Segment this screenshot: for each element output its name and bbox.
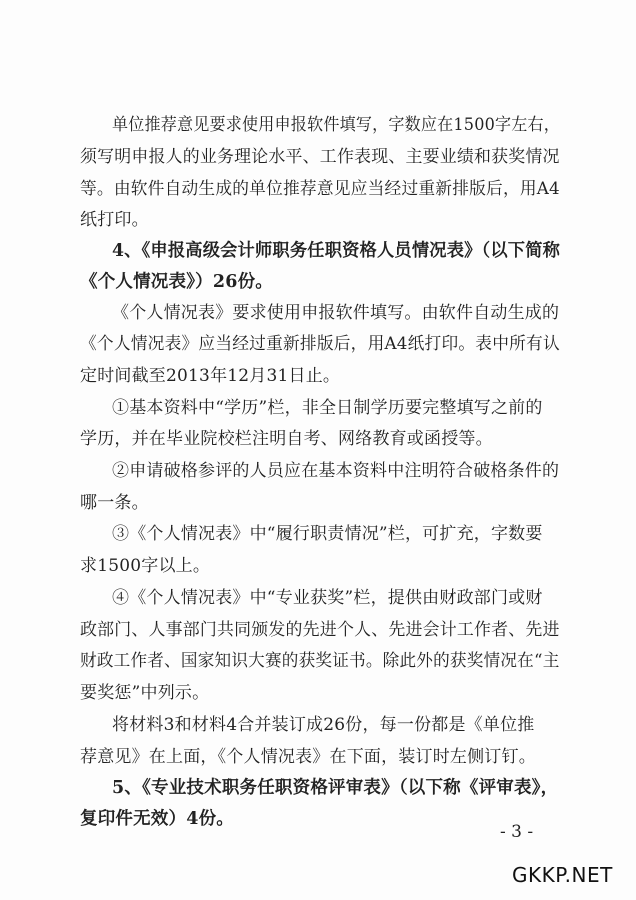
text-line: 单位推荐意见要求使用申报软件填写，字数应在1500字左右，: [112, 115, 561, 135]
text-line: 政部门、人事部门共同颁发的先进个人、先进会计工作者、先进: [80, 620, 560, 640]
text-line: 财政工作者、国家知识大赛的获奖证书。除此外的获奖情况在“主: [80, 651, 560, 671]
text-line: ③《个人情况表》中“履行职责情况”栏，可扩充，字数要: [112, 524, 543, 544]
section-heading-line: 复印件无效）4份。: [80, 809, 234, 829]
section-heading-line: 5、《专业技术职务任职资格评审表》（以下称《评审表》，: [112, 778, 559, 798]
text-line: 要奖惩”中列示。: [80, 683, 210, 703]
text-line: 《个人情况表》要求使用申报软件填写。由软件自动生成的: [112, 303, 560, 323]
text-line: 等。由软件自动生成的单位推荐意见应当经过重新排版后，用A4: [80, 179, 560, 199]
page-number: - 3 -: [500, 822, 534, 842]
text-line: ②申请破格参评的人员应在基本资料中注明符合破格条件的: [112, 461, 560, 481]
text-line: 须写明申报人的业务理论水平、工作表现、主要业绩和获奖情况: [80, 147, 560, 167]
text-line: 定时间截至2013年12月31日止。: [80, 366, 341, 386]
text-line: 荐意见》在上面，《个人情况表》在下面，装订时左侧订钉。: [80, 747, 536, 767]
watermark-text: GKKP.NET: [512, 863, 613, 887]
text-line: 求1500字以上。: [80, 556, 211, 576]
text-line: 哪一条。: [80, 493, 149, 513]
text-line: ①基本资料中“学历”栏，非全日制学历要完整填写之前的: [112, 398, 543, 418]
text-line: 《个人情况表》应当经过重新排版后，用A4纸打印。表中所有认: [80, 334, 560, 354]
text-line: 纸打印。: [80, 210, 149, 230]
text-line: 学历，并在毕业院校栏注明自考、网络教育或函授等。: [80, 429, 493, 449]
text-line: 将材料3和材料4合并装订成26份，每一份都是《单位推: [112, 715, 535, 735]
text-line: ④《个人情况表》中“专业获奖”栏，提供由财政部门或财: [112, 588, 543, 608]
section-heading-line: 4、《申报高级会计师职务任职资格人员情况表》（以下简称: [112, 241, 561, 261]
section-heading-line: 《个人情况表》）26份。: [80, 272, 274, 292]
